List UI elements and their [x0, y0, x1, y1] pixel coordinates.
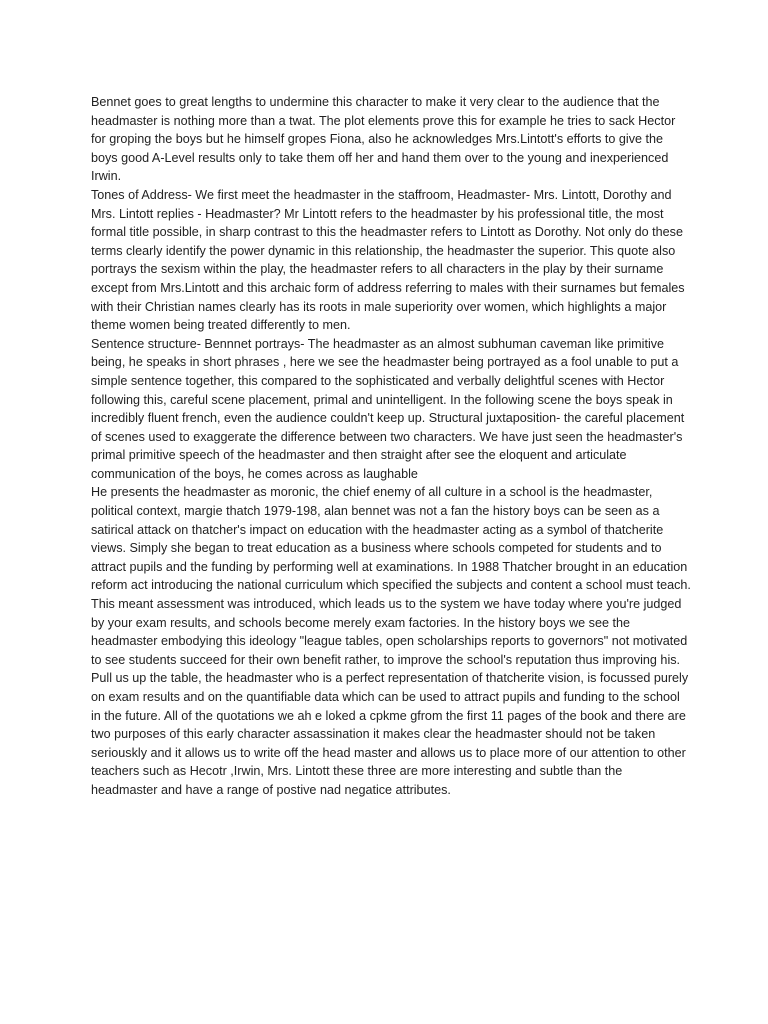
paragraph-sentence-structure: Sentence structure- Bennnet portrays- The headmaster as an almost subhuman caveman like primitive being, he speaks in short phrases , here we see the headmaster being portrayed as a fool unable to put a simple sentence together, this compared to the sophisticated and verbally delightful scenes with Hector following this, careful scene placement, primal and unintelligent. In the following scene the boys speak in incredibly fluent french, even the audience couldn't keep up. Structural juxtaposition- the careful placement of scenes used to exaggerate the difference between two characters. We have just seen the headmaster's primal primitive speech of the headmaster and then straight after see the eloquent and articulate communication of the boys, he comes across as laughable: [91, 336, 685, 481]
paragraph-political-context: He presents the headmaster as moronic, the chief enemy of all culture in a school is the headmaster, political context, margie thatch 1979-198, alan bennet was not a fan the history boys can be seen as a satirical attack on thatcher's impact on education with the headmaster acting as a symbol of thatcherite views. Simply she began to treat education as a business where schools competed for students and to attract pupils and the funding by performing well at examinations. In 1988 Thatcher brought in an education reform act introducing the national curriculum which specified the subjects and content a school must teach. This meant assessment was introduced, which leads us to the system we have today where you're judged by your exam results, and schools become merely exam factories. In the history boys we see the headmaster embodying this ideology "league tables, open scholarships reports to governors" not motivated to see students succeed for their own benefit rather, to improve the school's reputation thus improving his. Pull us up the table, the headmaster who is a perfect representation of thatcherite vision, is focussed purely on exam results and on the quantifiable data which can be used to attract pupils and funding to the school in the future. All of the quotations we ah e loked a cpkme gfrom the first 11 pages of the book and there are two purposes of this early character assassination it makes clear the headmaster should not be taken seriouskly and it allows us to write off the head master and allows us to place more of our attention to other teachers such as Hecotr ,Irwin, Mrs. Lintott these three are more interesting and subtle than the headmaster and have a range of postive nad negatice attributes.: [91, 485, 691, 797]
document-page: [91, 93, 691, 800]
paragraph-tones-of-address: Tones of Address- We first meet the headmaster in the staffroom, Headmaster- Mrs. Lintott, Dorothy and Mrs. Lintott replies - Headmaster? Mr Lintott refers to the headmaster by his professional title, the most formal title possible, in sharp contrast to this the headmaster refers to Lintott as Dorothy. Not only do these terms clearly identify the power dynamic in this relationship, the headmaster the superior. This quote also portrays the sexism within the play, the headmaster refers to all characters in the play by their surname except from Mrs.Lintott and this archaic form of address referring to males with their surnames but females with their Christian names clearly has its roots in male superiority over women, which highlights a major theme women being treated differently to men.: [91, 187, 685, 333]
paragraph-plot-elements: Bennet goes to great lengths to undermine this character to make it very clear to the audience that the headmaster is nothing more than a twat. The plot elements prove this for example he tries to sack Hector for groping the boys but he himself gropes Fiona, also he acknowledges Mrs.Lintott's efforts to give the boys good A-Level results only to take them off her and hand them over to the young and inexperienced Irwin.: [91, 95, 676, 184]
